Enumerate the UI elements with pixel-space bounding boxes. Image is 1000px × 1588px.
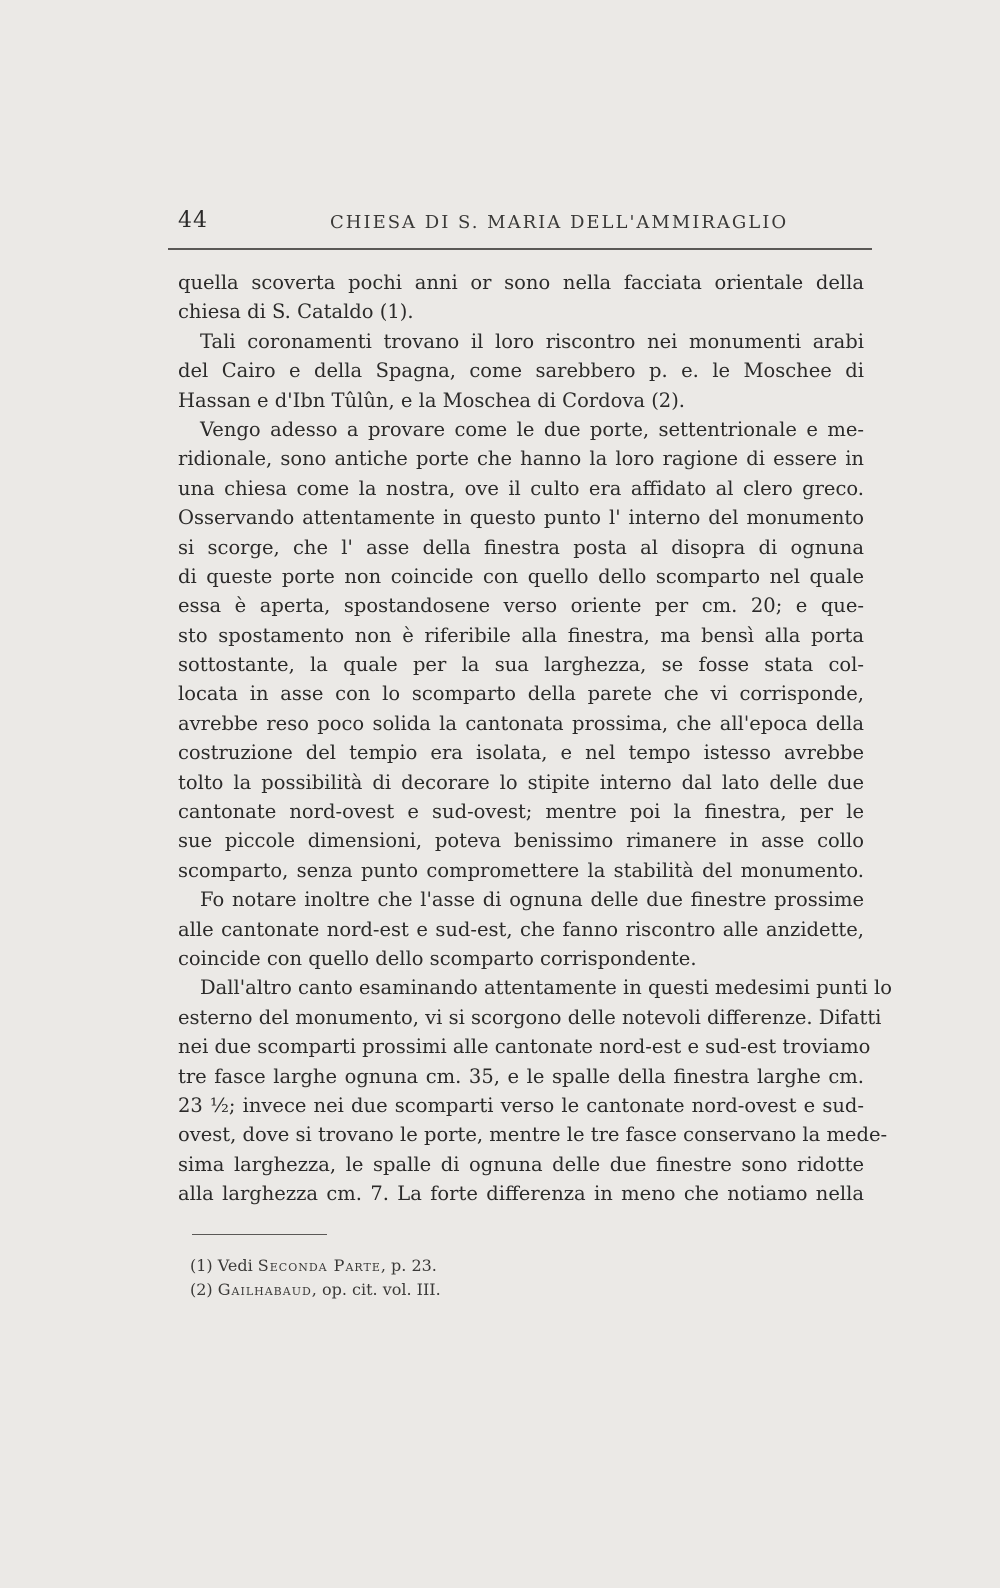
footnote-text-end: , op. cit. vol. III. [311,1280,441,1299]
text-line: Fo notare inoltre che l'asse di ognuna delle due finestre prossime [200,888,864,912]
footnote-text: Vedi [217,1256,253,1275]
text-line: Dall'altro canto esaminando attentamente in questi medesimi punti lo [200,976,892,1000]
text-line: si scorge, che l' asse della finestra posta al disopra di ognuna [178,535,864,559]
header-rule [168,248,872,250]
footnote-author: Gailhabaud [217,1280,312,1299]
text-line: ovest, dove si trovano le porte, mentre le tre fasce conservano la mede- [178,1123,888,1147]
text-line: sottostante, la quale per la sua larghezza, se fosse stata col- [178,653,864,677]
text-line: esterno del monumento, vi si scorgono delle notevoli differenze. Difatti [178,1005,882,1029]
text-line: nei due scomparti prossimi alle cantonate nord-est e sud-est troviamo [178,1035,871,1059]
page-number: 44 [178,208,208,233]
footnote-work-title: Seconda Parte [257,1256,381,1275]
footnote [190,1278,590,1302]
text-line: cantonate nord-ovest e sud-ovest; mentre poi la finestra, per le [178,800,864,824]
text-line: locata in asse con lo scomparto della parete che vi corrisponde, [178,682,864,706]
text-line: del Cairo e della Spagna, come sarebbero p. e. le Moschee di [178,359,864,383]
text-line: ridionale, sono antiche porte che hanno la loro ragione di essere in [178,447,864,471]
running-title: CHIESA DI S. MARIA DELL'AMMIRAGLIO [330,212,789,233]
text-line: Osservando attentamente in questo punto l' interno del monumento [178,506,864,530]
text-line: essa è aperta, spostandosene verso oriente per cm. 20; e que- [178,594,864,618]
footnote-marker: (1) [190,1256,213,1275]
footnote-rule [192,1234,327,1235]
text-line: scomparto, senza punto compromettere la stabilità del monumento. [178,858,864,882]
text-line: sue piccole dimensioni, poteva benissimo rimanere in asse collo [178,829,864,853]
text-line: quella scoverta pochi anni or sono nella facciata orientale della [178,271,864,294]
text-line: alla larghezza cm. 7. La forte differenza in meno che notiamo nella [178,1182,864,1206]
text-line: avrebbe reso poco solida la cantonata prossima, che all'epoca della [178,711,864,735]
text-line: Tali coronamenti trovano il loro riscontro nei monumenti arabi [200,329,864,353]
footnote [190,1254,590,1278]
text-line: di queste porte non coincide con quello dello scomparto nel quale [178,564,864,588]
body-text [178,268,892,1209]
text-line: 23 ½; invece nei due scomparti verso le cantonate nord-ovest e sud- [178,1093,864,1117]
text-line: Hassan e d'Ibn Tûlûn, e la Moschea di Cordova (2). [178,388,686,412]
footnote-marker: (2) [190,1280,213,1299]
text-line: Vengo adesso a provare come le due porte, settentrionale e me- [200,417,864,441]
text-line: alle cantonate nord-est e sud-est, che fanno riscontro alle anzidette, [178,917,864,941]
footnote-text-end: , p. 23. [380,1256,437,1275]
text-line: sto spostamento non è riferibile alla finestra, ma bensì alla porta [178,623,864,647]
text-line: costruzione del tempio era isolata, e nel tempo istesso avrebbe [178,741,864,765]
text-line: coincide con quello dello scomparto corrispondente. [178,946,697,970]
text-line: una chiesa come la nostra, ove il culto era affidato al clero greco. [178,476,864,500]
text-line: chiesa di S. Cataldo (1). [178,300,414,324]
running-head [178,208,868,238]
text-line: tolto la possibilità di decorare lo stipite interno dal lato delle due [178,770,864,794]
text-line: sima larghezza, le spalle di ognuna delle due finestre sono ridotte [178,1152,864,1176]
text-line: tre fasce larghe ognuna cm. 35, e le spalle della finestra larghe cm. [178,1064,864,1088]
footnotes [190,1254,590,1302]
